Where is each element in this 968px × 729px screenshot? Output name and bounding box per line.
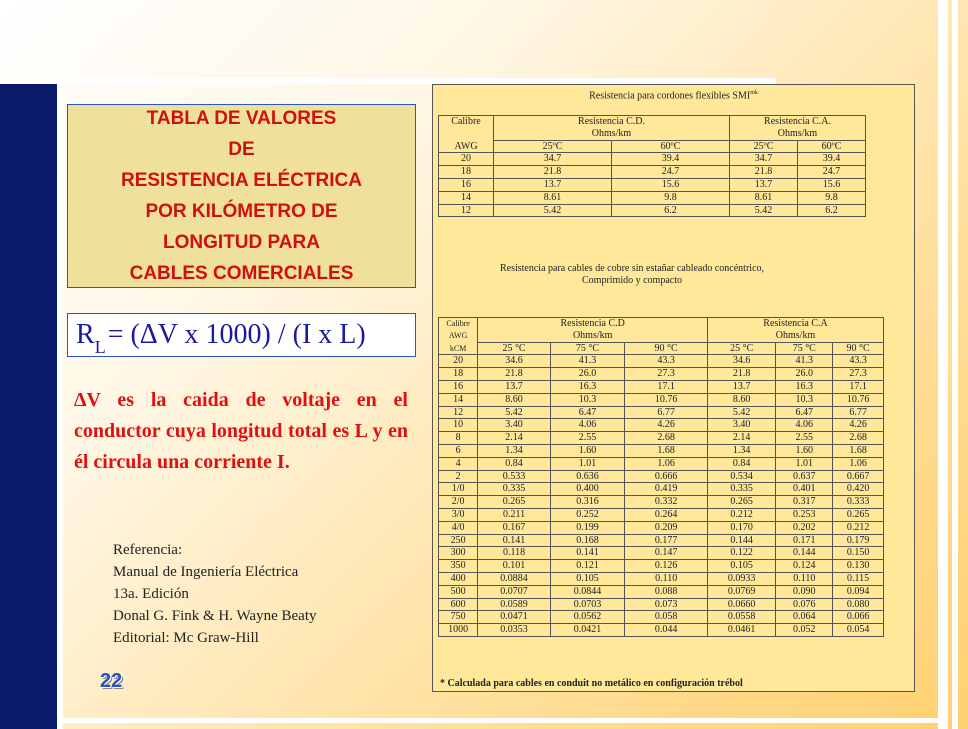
gauge-cell: 400: [439, 572, 478, 585]
gauge-cell: 1000: [439, 624, 478, 637]
resistance-cell: 0.667: [833, 470, 884, 483]
resistance-cell: 9.8: [612, 191, 730, 204]
resistance-cell: 26.0: [550, 368, 625, 381]
gauge-cell: 10: [439, 419, 478, 432]
resistance-cell: 0.335: [478, 483, 550, 496]
table1-row: [439, 153, 866, 166]
resistance-cell: 0.073: [625, 598, 708, 611]
resistance-cell: 1.06: [625, 457, 708, 470]
resistance-cell: 0.0589: [478, 598, 550, 611]
right-white-bar: [938, 0, 948, 729]
resistance-cell: 0.110: [776, 572, 833, 585]
title-box: [67, 104, 416, 288]
resistance-cell: 41.3: [550, 355, 625, 368]
resistance-cell: 34.6: [478, 355, 550, 368]
resistance-cell: 0.252: [550, 508, 625, 521]
resistance-cell: 0.121: [550, 560, 625, 573]
reference-line: Editorial: Mc Graw-Hill: [113, 630, 259, 646]
resistance-cell: 10.3: [776, 393, 833, 406]
resistance-cell: 6.47: [776, 406, 833, 419]
table1-header-units-ca: Ohms/km: [730, 128, 866, 140]
table2-temp: 25 °C: [478, 342, 550, 355]
resistance-cell: 1.60: [776, 444, 833, 457]
resistance-cell: 2.68: [625, 432, 708, 445]
resistance-cell: 21.8: [708, 368, 776, 381]
gauge-cell: 2: [439, 470, 478, 483]
table2-temp: 75 °C: [550, 342, 625, 355]
resistance-cell: 1.68: [833, 444, 884, 457]
resistance-cell: 0.058: [625, 611, 708, 624]
table1-temp: 60ºC: [798, 140, 866, 153]
table2-row: [439, 483, 884, 496]
title-line: LONGITUD PARA: [163, 232, 320, 253]
resistance-cell: 0.094: [833, 585, 884, 598]
table2-row: [439, 432, 884, 445]
resistance-cell: 0.265: [478, 496, 550, 509]
resistance-cell: 0.141: [550, 547, 625, 560]
resistance-cell: 0.141: [478, 534, 550, 547]
table1-row: [439, 191, 866, 204]
gauge-cell: 18: [439, 166, 494, 179]
resistance-cell: 0.044: [625, 624, 708, 637]
formula-subscript: L: [94, 336, 106, 357]
resistance-cell: 17.1: [833, 380, 884, 393]
resistance-cell: 0.202: [776, 521, 833, 534]
resistance-cell: 0.0844: [550, 585, 625, 598]
table2-title-line: Resistencia para cables de cobre sin estañar cableado concéntrico,: [499, 263, 765, 274]
resistance-cell: 9.8: [798, 191, 866, 204]
resistance-cell: 0.171: [776, 534, 833, 547]
resistance-cell: 1.68: [625, 444, 708, 457]
table2-header-calibre: Calibre: [439, 318, 478, 330]
table1-header-calibre: Calibre: [439, 116, 494, 128]
gauge-cell: 18: [439, 368, 478, 381]
resistance-cell: 0.101: [478, 560, 550, 573]
table2-row: [439, 496, 884, 509]
title-line: POR KILÓMETRO DE: [145, 201, 338, 222]
resistance-cell: 0.105: [550, 572, 625, 585]
formula-expression: = (ΔV x 1000) / (I x L): [107, 319, 366, 350]
gauge-cell: 6: [439, 444, 478, 457]
resistance-cell: 24.7: [798, 166, 866, 179]
resistance-cell: 6.77: [625, 406, 708, 419]
gauge-cell: 14: [439, 191, 494, 204]
resistance-cell: 0.168: [550, 534, 625, 547]
table2-temp: 75 °C: [776, 342, 833, 355]
formula-box: [67, 313, 416, 357]
resistance-cell: 0.0884: [478, 572, 550, 585]
resistance-cell: 0.400: [550, 483, 625, 496]
left-navy-stripe: [0, 78, 57, 729]
resistance-cell: 0.317: [776, 496, 833, 509]
table2-header-ca: Resistencia C.A: [708, 318, 884, 330]
table1: [438, 115, 866, 217]
table1-title-text: Resistencia para cordones flexibles SMI: [589, 90, 751, 102]
table1-header-awg: AWG: [439, 140, 494, 153]
gauge-cell: 500: [439, 585, 478, 598]
resistance-cell: 0.316: [550, 496, 625, 509]
table1-temp: 25ºC: [730, 140, 798, 153]
gauge-cell: 20: [439, 153, 494, 166]
resistance-cell: 16.3: [776, 380, 833, 393]
resistance-cell: 4.06: [776, 419, 833, 432]
resistance-cell: 13.7: [730, 178, 798, 191]
table1-header-blank: [439, 128, 494, 140]
resistance-cell: 8.61: [730, 191, 798, 204]
resistance-cell: 21.8: [478, 368, 550, 381]
right-white-bar-thin: [952, 0, 958, 729]
resistance-cell: 24.7: [612, 166, 730, 179]
resistance-cell: 0.265: [708, 496, 776, 509]
resistance-cell: 0.666: [625, 470, 708, 483]
resistance-cell: 0.066: [833, 611, 884, 624]
table2: [438, 317, 884, 637]
resistance-cell: 1.06: [833, 457, 884, 470]
gauge-cell: 1/0: [439, 483, 478, 496]
resistance-cell: 6.47: [550, 406, 625, 419]
resistance-cell: 27.3: [833, 368, 884, 381]
resistance-cell: 0.199: [550, 521, 625, 534]
resistance-cell: 2.68: [833, 432, 884, 445]
resistance-cell: 8.61: [494, 191, 612, 204]
resistance-cell: 5.42: [494, 204, 612, 217]
resistance-cell: 10.3: [550, 393, 625, 406]
resistance-cell: 0.265: [833, 508, 884, 521]
resistance-cell: 0.0707: [478, 585, 550, 598]
resistance-cell: 0.84: [478, 457, 550, 470]
title-line: RESISTENCIA ELÉCTRICA: [120, 170, 363, 191]
gauge-cell: 12: [439, 406, 478, 419]
gauge-cell: 8: [439, 432, 478, 445]
table1-header-units-cd: Ohms/km: [494, 128, 730, 140]
table2-row: [439, 598, 884, 611]
resistance-cell: 0.209: [625, 521, 708, 534]
table1-temp: 60ºC: [612, 140, 730, 153]
resistance-cell: 0.533: [478, 470, 550, 483]
resistance-cell: 13.7: [708, 380, 776, 393]
resistance-cell: 0.105: [708, 560, 776, 573]
left-white-stripe: [57, 78, 63, 729]
resistance-cell: 1.01: [550, 457, 625, 470]
gauge-cell: 2/0: [439, 496, 478, 509]
table2-temp: 90 °C: [625, 342, 708, 355]
resistance-cell: 6.77: [833, 406, 884, 419]
title-line: DE: [228, 139, 255, 160]
resistance-cell: 0.054: [833, 624, 884, 637]
gauge-cell: 20: [439, 355, 478, 368]
resistance-cell: 0.0421: [550, 624, 625, 637]
resistance-cell: 0.064: [776, 611, 833, 624]
table1-row: [439, 204, 866, 217]
gauge-cell: 350: [439, 560, 478, 573]
resistance-cell: 0.170: [708, 521, 776, 534]
resistance-cell: 13.7: [494, 178, 612, 191]
resistance-cell: 0.419: [625, 483, 708, 496]
gauge-cell: 4/0: [439, 521, 478, 534]
resistance-cell: 2.55: [550, 432, 625, 445]
resistance-cell: 13.7: [478, 380, 550, 393]
resistance-cell: 0.212: [708, 508, 776, 521]
resistance-cell: 0.0461: [708, 624, 776, 637]
gauge-cell: 3/0: [439, 508, 478, 521]
resistance-cell: 0.177: [625, 534, 708, 547]
resistance-cell: 0.0562: [550, 611, 625, 624]
resistance-cell: 2.14: [478, 432, 550, 445]
resistance-cell: 0.110: [625, 572, 708, 585]
reference-line: Manual de Ingeniería Eléctrica: [113, 564, 299, 580]
table1-row: [439, 178, 866, 191]
table1-header-ca: Resistencia C.A.: [730, 116, 866, 128]
gauge-cell: 14: [439, 393, 478, 406]
resistance-cell: 0.335: [708, 483, 776, 496]
resistance-cell: 0.637: [776, 470, 833, 483]
resistance-cell: 0.144: [708, 534, 776, 547]
formula-r: R: [76, 319, 95, 350]
table2-header-kcm: kCM: [439, 342, 478, 355]
resistance-cell: 0.076: [776, 598, 833, 611]
page-number: 22: [100, 670, 123, 692]
resistance-cell: 34.6: [708, 355, 776, 368]
resistance-cell: 15.6: [798, 178, 866, 191]
resistance-cell: 0.115: [833, 572, 884, 585]
gauge-cell: 300: [439, 547, 478, 560]
resistance-cell: 4.26: [625, 419, 708, 432]
gauge-cell: 600: [439, 598, 478, 611]
gauge-cell: 16: [439, 380, 478, 393]
resistance-cell: 0.0769: [708, 585, 776, 598]
table2-row: [439, 560, 884, 573]
table2-header-awg: AWG: [439, 330, 478, 342]
table2-row: [439, 393, 884, 406]
resistance-cell: 0.147: [625, 547, 708, 560]
title-line: CABLES COMERCIALES: [129, 263, 354, 284]
table2-footnote: * Calculada para cables en conduit no metálico en configuración trébol: [440, 678, 743, 689]
resistance-cell: 17.1: [625, 380, 708, 393]
resistance-cell: 2.55: [776, 432, 833, 445]
resistance-cell: 6.2: [798, 204, 866, 217]
resistance-cell: 21.8: [730, 166, 798, 179]
resistance-cell: 27.3: [625, 368, 708, 381]
resistance-cell: 43.3: [833, 355, 884, 368]
table2-title-line: Comprimido y compacto: [582, 275, 682, 286]
table2-header-units-ca: Ohms/km: [708, 330, 884, 342]
table2-row: [439, 585, 884, 598]
resistance-cell: 0.253: [776, 508, 833, 521]
resistance-cell: 0.052: [776, 624, 833, 637]
reference-line: 13a. Edición: [113, 586, 189, 602]
resistance-cell: 0.636: [550, 470, 625, 483]
table2-row: [439, 508, 884, 521]
title-line: TABLA DE VALORES: [146, 108, 337, 129]
table2-row: [439, 368, 884, 381]
resistance-cell: 0.130: [833, 560, 884, 573]
resistance-cell: 15.6: [612, 178, 730, 191]
gauge-cell: 250: [439, 534, 478, 547]
resistance-cell: 0.124: [776, 560, 833, 573]
resistance-cell: 0.401: [776, 483, 833, 496]
resistance-cell: 1.60: [550, 444, 625, 457]
resistance-cell: 0.122: [708, 547, 776, 560]
table1-header-cd: Resistencia C.D.: [494, 116, 730, 128]
table2-row: [439, 572, 884, 585]
table1-row: [439, 166, 866, 179]
resistance-cell: 0.088: [625, 585, 708, 598]
table2-row: [439, 380, 884, 393]
reference-line: Referencia:: [113, 542, 183, 558]
table2-temp: 90 °C: [833, 342, 884, 355]
table1-title-sup: mk: [750, 90, 758, 96]
resistance-cell: 0.534: [708, 470, 776, 483]
table2-row: [439, 624, 884, 637]
resistance-cell: 0.0660: [708, 598, 776, 611]
resistance-cell: 0.264: [625, 508, 708, 521]
resistance-cell: 0.0703: [550, 598, 625, 611]
table2-row: [439, 444, 884, 457]
gauge-cell: 16: [439, 178, 494, 191]
resistance-cell: 0.0558: [708, 611, 776, 624]
resistance-cell: 0.211: [478, 508, 550, 521]
table1-temp: 25ºC: [494, 140, 612, 153]
table2-row: [439, 406, 884, 419]
resistance-cell: 0.179: [833, 534, 884, 547]
resistance-cell: 10.76: [833, 393, 884, 406]
resistance-cell: 1.34: [708, 444, 776, 457]
resistance-cell: 0.332: [625, 496, 708, 509]
resistance-cell: 39.4: [612, 153, 730, 166]
resistance-cell: 0.420: [833, 483, 884, 496]
resistance-cell: 8.60: [708, 393, 776, 406]
resistance-cell: 5.42: [708, 406, 776, 419]
resistance-cell: 21.8: [494, 166, 612, 179]
resistance-cell: 8.60: [478, 393, 550, 406]
resistance-cell: 5.42: [478, 406, 550, 419]
resistance-cell: 6.2: [612, 204, 730, 217]
resistance-cell: 34.7: [494, 153, 612, 166]
gauge-cell: 4: [439, 457, 478, 470]
resistance-cell: 16.3: [550, 380, 625, 393]
table2-row: [439, 611, 884, 624]
resistance-cell: 10.76: [625, 393, 708, 406]
resistance-cell: 0.0933: [708, 572, 776, 585]
table2-row: [439, 355, 884, 368]
resistance-cell: 34.7: [730, 153, 798, 166]
table2-row: [439, 534, 884, 547]
resistance-cell: 3.40: [708, 419, 776, 432]
gauge-cell: 12: [439, 204, 494, 217]
table2-title: [432, 263, 832, 287]
table2-header-cd: Resistencia C.D: [478, 318, 708, 330]
table2-row: [439, 419, 884, 432]
resistance-cell: 1.01: [776, 457, 833, 470]
table1-title: [432, 87, 915, 102]
resistance-cell: 0.212: [833, 521, 884, 534]
resistance-cell: 0.144: [776, 547, 833, 560]
table2-row: [439, 470, 884, 483]
table2-row: [439, 457, 884, 470]
reference-line: Donal G. Fink & H. Wayne Beaty: [113, 608, 317, 624]
description-text: ΔV es la caida de voltaje en el conductor cuya longitud total es L y en él circula una corriente I.: [74, 389, 408, 473]
bottom-white-rule: [63, 718, 938, 723]
table2-row: [439, 521, 884, 534]
resistance-cell: 0.167: [478, 521, 550, 534]
table2-temp: 25 °C: [708, 342, 776, 355]
resistance-cell: 3.40: [478, 419, 550, 432]
resistance-cell: 0.118: [478, 547, 550, 560]
resistance-cell: 0.84: [708, 457, 776, 470]
resistance-cell: 2.14: [708, 432, 776, 445]
resistance-cell: 0.126: [625, 560, 708, 573]
resistance-cell: 4.26: [833, 419, 884, 432]
resistance-cell: 1.34: [478, 444, 550, 457]
table2-header-units-cd: Ohms/km: [478, 330, 708, 342]
resistance-cell: 0.090: [776, 585, 833, 598]
gauge-cell: 750: [439, 611, 478, 624]
reference-block: [113, 539, 317, 649]
resistance-cell: 5.42: [730, 204, 798, 217]
resistance-cell: 0.0471: [478, 611, 550, 624]
resistance-cell: 43.3: [625, 355, 708, 368]
resistance-cell: 0.333: [833, 496, 884, 509]
resistance-cell: 0.150: [833, 547, 884, 560]
table2-row: [439, 547, 884, 560]
resistance-cell: 4.06: [550, 419, 625, 432]
resistance-cell: 39.4: [798, 153, 866, 166]
resistance-cell: 41.3: [776, 355, 833, 368]
resistance-cell: 0.0353: [478, 624, 550, 637]
resistance-cell: 0.080: [833, 598, 884, 611]
resistance-cell: 26.0: [776, 368, 833, 381]
